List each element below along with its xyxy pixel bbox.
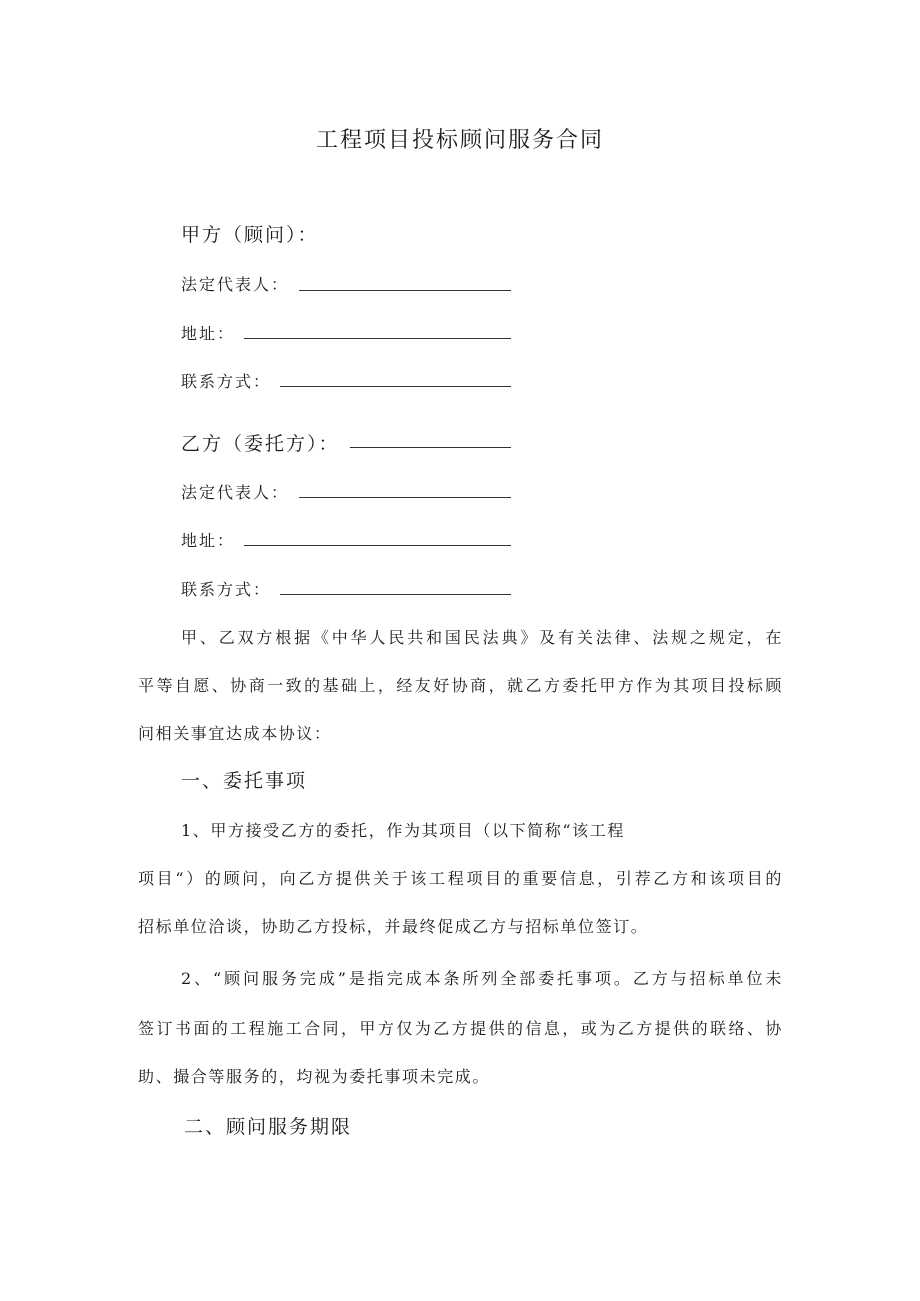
section-2-heading: 二、顾问服务期限	[184, 1116, 353, 1138]
party-b-address-label: 地址：	[181, 531, 236, 550]
party-b-contact-label: 联系方式：	[181, 580, 272, 599]
section-1-item-2-line-1: 2、“顾问服务完成”是指完成本条所列全部委托事项。乙方与招标单位未	[181, 969, 783, 988]
party-a-contact-label: 联系方式：	[181, 372, 272, 391]
section-1-heading: 一、委托事项	[181, 770, 308, 792]
party-a-address-label: 地址：	[181, 324, 236, 343]
intro-line-1: 甲、乙双方根据《中华人民共和国民法典》及有关法律、法规之规定，在	[181, 628, 783, 647]
party-a-contact-blank[interactable]	[280, 386, 511, 387]
section-1-item-2-line-2: 签订书面的工程施工合同，甲方仅为乙方提供的信息，或为乙方提供的联络、协	[138, 1019, 783, 1038]
section-1-item-1-line-1: 1、甲方接受乙方的委托，作为其项目（以下简称“该工程	[181, 821, 625, 840]
party-a-legal-rep-label: 法定代表人：	[181, 275, 290, 294]
section-1-item-2-line-3: 助、撮合等服务的，均视为委托事项未完成。	[138, 1067, 491, 1086]
party-b-contact-blank[interactable]	[280, 594, 511, 595]
party-b-legal-rep-blank[interactable]	[299, 497, 511, 498]
intro-line-3: 问相关事宜达成本协议：	[138, 724, 332, 743]
party-b-heading: 乙方（委托方）：	[181, 433, 340, 455]
document-title: 工程项目投标顾问服务合同	[315, 128, 604, 153]
party-b-name-blank[interactable]	[350, 447, 511, 448]
section-1-item-1-line-2: 项目“）的顾问，向乙方提供关于该工程项目的重要信息，引荐乙方和该项目的	[138, 869, 783, 888]
section-1-item-1-line-3: 招标单位洽谈，协助乙方投标，并最终促成乙方与招标单位签订。	[138, 917, 649, 936]
party-a-address-blank[interactable]	[244, 338, 511, 339]
intro-line-2: 平等自愿、协商一致的基础上，经友好协商，就乙方委托甲方作为其项目投标顾	[138, 676, 783, 695]
party-b-legal-rep-label: 法定代表人：	[181, 483, 290, 502]
party-b-address-blank[interactable]	[244, 545, 511, 546]
party-a-legal-rep-blank[interactable]	[299, 290, 511, 291]
party-a-heading: 甲方（顾问）：	[181, 224, 319, 246]
